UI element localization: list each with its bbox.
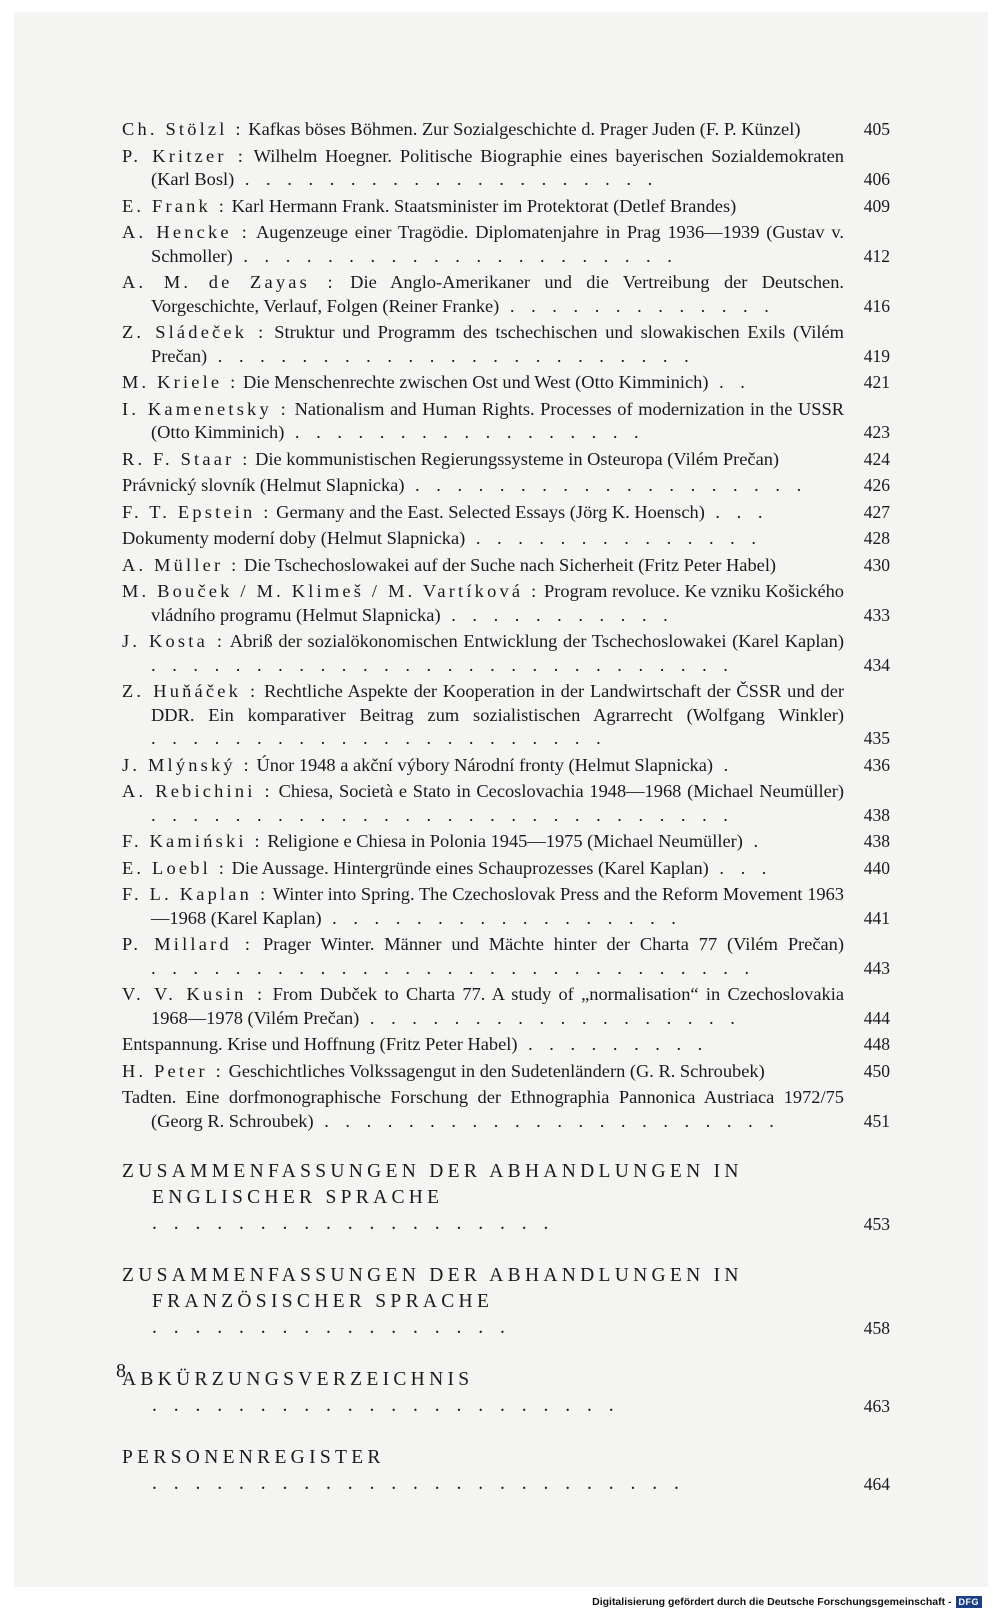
entry-author: Z. Sládeček : <box>122 322 267 342</box>
entry-author: F. L. Kaplan : <box>122 884 269 904</box>
section-title: ZUSAMMENFASSUNGEN DER ABHANDLUNGEN IN ENGLISCHER SPRACHE <box>122 1161 743 1208</box>
toc-entry <box>122 1086 890 1133</box>
entry-author: A. Hencke : <box>122 222 251 242</box>
entry-leader: . . . . . . . . . . . . . . . . . . . . . . . <box>207 345 695 366</box>
entry-body <box>122 630 844 677</box>
entry-title: Entspannung. Krise und Hoffnung (Fritz Peter Habel) <box>122 1034 518 1054</box>
entry-page-number: 421 <box>863 372 890 392</box>
entry-body <box>122 321 844 368</box>
entry-author: Z. Huňáček : <box>122 681 259 701</box>
entry-title: Religione e Chiesa in Polonia 1945—1975 (Michael Neumüller) <box>262 831 743 851</box>
entry-body <box>122 883 844 930</box>
entry-page-number: 443 <box>863 957 890 978</box>
entry-leader: . <box>713 754 735 775</box>
entry-author: V. V. Kusin : <box>122 984 266 1004</box>
entry-page-number: 438 <box>863 831 890 851</box>
entry-leader: . . . . . . . . . . . . . . . . . . . . . . . . . . . . <box>151 804 734 825</box>
entry-leader: . . . . . . . . . . . . . . . . . . . . . . . . . . . . . <box>151 957 756 978</box>
entry-author: J. Kosta : <box>122 631 226 651</box>
section-page-number: 458 <box>863 1318 890 1338</box>
entry-body <box>122 933 844 980</box>
entry-title: Augenzeuge einer Tragödie. Diplomatenjahre in Prag 1936—1939 (Gustav v. Schmoller) <box>151 222 844 266</box>
entry-body <box>122 580 844 627</box>
toc-section <box>122 1159 890 1237</box>
entry-title: Únor 1948 a akční výbory Národní fronty (Helmut Slapnicka) <box>251 754 714 775</box>
toc-entry <box>122 983 890 1030</box>
toc-entry <box>122 474 890 498</box>
entry-title: Právnický slovník (Helmut Slapnicka) <box>122 475 405 495</box>
entry-page-number: 441 <box>863 907 890 928</box>
entry-page-number: 409 <box>863 195 890 216</box>
entry-title: Struktur und Programm des tschechischen und slowakischen Exils (Vilém Prečan) <box>151 322 844 366</box>
toc-section <box>122 1445 890 1497</box>
entry-title: Die Tschechoslowakei auf der Suche nach Sicherheit (Fritz Peter Habel) <box>239 554 777 575</box>
entry-title: Dokumenty moderní doby (Helmut Slapnicka) <box>122 528 466 548</box>
entry-author: A. Rebichini : <box>122 781 273 801</box>
entry-body <box>122 983 844 1030</box>
entry-leader: . <box>742 831 765 851</box>
section-leader: . . . . . . . . . . . . . . . . . . . <box>152 1213 555 1234</box>
toc-entry <box>122 321 890 368</box>
section-leader: . . . . . . . . . . . . . . . . . . . . . . . . . <box>152 1473 685 1494</box>
entry-page-number: 405 <box>863 119 890 139</box>
entry-body <box>122 780 844 827</box>
toc-entry <box>122 398 890 445</box>
page-number: 8 <box>116 1360 126 1382</box>
section-title: PERSONENREGISTER <box>122 1447 385 1468</box>
entry-body <box>122 474 844 498</box>
entry-body <box>122 118 844 142</box>
entry-page-number: 419 <box>863 345 890 366</box>
entry-author: J. Mlýnský : <box>122 754 252 775</box>
toc-entry <box>122 195 890 219</box>
toc-entries <box>122 118 890 1133</box>
entry-title: Die Anglo-Amerikaner und die Vertreibung der Deutschen. Vorgeschichte, Verlauf, Folgen (Reiner Franke) <box>151 272 844 316</box>
toc-entry <box>122 448 890 472</box>
entry-leader: . . . . . . . . . . . . . . . . . . . . . . <box>313 1110 780 1131</box>
entry-page-number: 435 <box>863 728 890 748</box>
toc-entry <box>122 780 890 827</box>
entry-author: A. M. de Zayas : <box>122 272 336 292</box>
entry-page-number: 406 <box>863 169 890 189</box>
footer-text: Digitalisierung gefördert durch die Deutsche Forschungsgemeinschaft - <box>592 1596 952 1608</box>
entry-author: A. Müller : <box>122 554 240 575</box>
entry-body <box>122 527 844 551</box>
entry-body <box>122 1060 844 1084</box>
entry-author: P. Millard : <box>122 934 254 954</box>
entry-page-number: 426 <box>863 475 890 495</box>
toc-entry <box>122 118 890 142</box>
entry-page-number: 423 <box>863 422 890 442</box>
entry-leader: . . . . . . . . . . . . . . . . . . . . <box>234 169 659 189</box>
entry-title: From Dubček to Charta 77. A study of „normalisation“ in Czechoslovakia 1968—1978 (Vilém Prečan) <box>151 984 844 1028</box>
entry-leader: . . . <box>708 857 773 878</box>
entry-leader: . . . . . . . . . <box>517 1034 709 1054</box>
entry-leader: . . . . . . . . . . . . . . . . . <box>321 907 682 928</box>
toc-entry <box>122 371 890 395</box>
section-leader: . . . . . . . . . . . . . . . . . . . . . . <box>152 1395 620 1416</box>
entry-page-number: 412 <box>863 245 890 266</box>
toc-entry <box>122 933 890 980</box>
entry-title: Rechtliche Aspekte der Kooperation in der Landwirtschaft der ČSSR und der DDR. Ein komparativer Beitrag zum sozialistischen Agrarrecht (Wolfgang Winkler) <box>151 681 844 725</box>
entry-leader: . . . . . . . . . . . . . <box>499 295 775 316</box>
entry-body <box>122 680 844 751</box>
entry-body <box>122 830 844 854</box>
section-page-number: 453 <box>863 1214 890 1234</box>
entry-title: Karl Hermann Frank. Staatsminister im Protektorat (Detlef Brandes) <box>227 195 737 216</box>
entry-title: Die Menschenrechte zwischen Ost und West (Otto Kimminich) <box>238 372 709 392</box>
entry-body <box>122 1086 844 1133</box>
dfg-logo: DFG <box>956 1596 983 1608</box>
entry-page-number: 416 <box>863 295 890 316</box>
entry-author: H. Peter : <box>122 1060 224 1081</box>
entry-body <box>122 271 844 318</box>
entry-leader: . . . . . . . . . . . . . . . . . <box>284 422 645 442</box>
section-title: ABKÜRZUNGSVERZEICHNIS <box>122 1369 474 1390</box>
section-leader: . . . . . . . . . . . . . . . . . <box>152 1317 511 1338</box>
entry-title: Chiesa, Società e Stato in Cecoslovachia 1948—1968 (Michael Neumüller) <box>272 781 844 801</box>
toc-sections <box>122 1159 890 1497</box>
toc-section <box>122 1367 890 1419</box>
entry-body <box>122 448 844 472</box>
entry-body <box>122 754 844 778</box>
entry-leader: . . . <box>704 501 769 522</box>
entry-body <box>122 501 844 525</box>
entry-leader: . . <box>708 372 751 392</box>
table-of-contents <box>122 118 890 1497</box>
section-title: ZUSAMMENFASSUNGEN DER ABHANDLUNGEN IN FRANZÖSISCHER SPRACHE <box>122 1265 743 1312</box>
entry-title: Die Aussage. Hintergründe eines Schauprozesses (Karel Kaplan) <box>227 857 709 878</box>
toc-entry <box>122 630 890 677</box>
entry-author: F. T. Epstein : <box>122 501 272 522</box>
entry-page-number: 436 <box>863 754 890 775</box>
entry-title: Abriß der sozialökonomischen Entwicklung der Tschechoslowakei (Karel Kaplan) <box>225 631 844 651</box>
toc-entry <box>122 145 890 192</box>
entry-title: Nationalism and Human Rights. Processes of modernization in the USSR (Otto Kimminich) <box>151 398 845 442</box>
entry-body <box>122 1033 844 1057</box>
entry-title: Tadten. Eine dorfmonographische Forschung der Ethnographia Pannonica Austriaca 1972/75 (Georg R. Schroubek) <box>122 1087 844 1131</box>
entry-page-number: 444 <box>863 1007 890 1028</box>
entry-page-number: 434 <box>863 654 890 675</box>
toc-entry <box>122 680 890 751</box>
entry-title: Wilhelm Hoegner. Politische Biographie eines bayerischen Sozialdemokraten (Karl Bosl) <box>151 145 844 189</box>
entry-page-number: 433 <box>863 604 890 625</box>
entry-body <box>122 857 844 881</box>
entry-author: E. Frank : <box>122 195 228 216</box>
entry-title: Die kommunistischen Regierungssysteme in Osteuropa (Vilém Prečan) <box>250 448 780 469</box>
entry-title: Prager Winter. Männer und Mächte hinter der Charta 77 (Vilém Prečan) <box>253 934 844 954</box>
toc-entry <box>122 1033 890 1057</box>
section-body <box>122 1367 844 1419</box>
entry-body <box>122 221 844 268</box>
entry-page-number: 428 <box>863 528 890 548</box>
entry-author: F. Kamiński : <box>122 831 263 851</box>
entry-title: Germany and the East. Selected Essays (Jörg K. Hoensch) <box>271 501 705 522</box>
entry-leader: . . . . . . . . . . . . . . . . . . <box>359 1007 741 1028</box>
toc-entry <box>122 221 890 268</box>
toc-entry <box>122 754 890 778</box>
entry-title: Geschichtliches Volkssagengut in den Sudetenländern (G. R. Schroubek) <box>223 1060 765 1081</box>
entry-body <box>122 195 844 219</box>
section-page-number: 464 <box>863 1474 890 1494</box>
entry-author: E. Loebl : <box>122 857 228 878</box>
toc-entry <box>122 1060 890 1084</box>
entry-author: R. F. Staar : <box>122 448 251 469</box>
toc-entry <box>122 527 890 551</box>
entry-body <box>122 145 844 192</box>
entry-page-number: 440 <box>863 857 890 878</box>
toc-entry <box>122 883 890 930</box>
entry-page-number: 438 <box>863 804 890 825</box>
entry-author: M. Kriele : <box>122 372 239 392</box>
entry-title: Program revoluce. Ke vzniku Košického vládního programu (Helmut Slapnicka) <box>151 581 844 625</box>
entry-title: Kafkas böses Böhmen. Zur Sozialgeschichte d. Prager Juden (F. P. Künzel) <box>243 119 801 139</box>
entry-body <box>122 371 844 395</box>
section-page-number: 463 <box>863 1396 890 1416</box>
entry-leader: . . . . . . . . . . . . . . . . . . . <box>404 475 808 495</box>
entry-page-number: 424 <box>863 448 890 469</box>
entry-leader: . . . . . . . . . . . . . . . . . . . . . <box>232 245 678 266</box>
entry-page-number: 430 <box>863 554 890 575</box>
entry-author: M. Bouček / M. Klimeš / M. Vartíková : <box>122 581 540 601</box>
entry-body <box>122 398 844 445</box>
entry-leader: . . . . . . . . . . . . . . . . . . . . . . <box>151 728 607 748</box>
entry-page-number: 448 <box>863 1034 890 1054</box>
entry-page-number: 450 <box>863 1060 890 1081</box>
section-body <box>122 1263 844 1341</box>
entry-body <box>122 554 844 578</box>
section-body <box>122 1159 844 1237</box>
entry-author: I. Kamenetsky : <box>122 398 289 419</box>
entry-leader: . . . . . . . . . . . . . . . . . . . . . . . . . . . . <box>151 654 734 675</box>
entry-leader: . . . . . . . . . . . <box>440 604 674 625</box>
digitization-footer <box>592 1596 982 1608</box>
entry-page-number: 451 <box>863 1110 890 1131</box>
toc-entry <box>122 271 890 318</box>
entry-author: Ch. Stölzl : <box>122 119 244 139</box>
section-body <box>122 1445 844 1497</box>
toc-entry <box>122 830 890 854</box>
toc-entry <box>122 857 890 881</box>
toc-entry <box>122 501 890 525</box>
toc-entry <box>122 580 890 627</box>
entry-title: Winter into Spring. The Czechoslovak Press and the Reform Movement 1963—1968 (Karel Kaplan) <box>151 884 844 928</box>
toc-entry <box>122 554 890 578</box>
entry-page-number: 427 <box>863 501 890 522</box>
entry-author: P. Kritzer : <box>122 145 247 166</box>
toc-section <box>122 1263 890 1341</box>
entry-leader: . . . . . . . . . . . . . . <box>465 528 762 548</box>
